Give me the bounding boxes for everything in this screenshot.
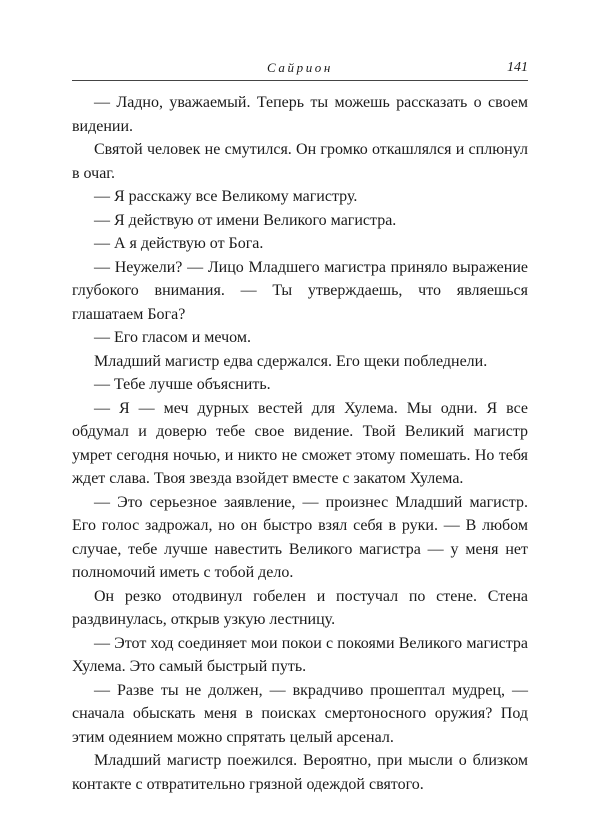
paragraph: — Этот ход соединяет мои покои с покоями Великого магистра Хулема. Это самый быстрый путь. — [72, 634, 528, 675]
body-text — [72, 91, 528, 796]
header-rule — [72, 80, 528, 81]
paragraph: Он резко отодвинул гобелен и постучал по стене. Стена раздвинулась, открыв узкую лестницу. — [72, 587, 528, 628]
paragraph: Младший магистр поежился. Вероятно, при мысли о близком контакте с отвратительно грязной одеждой святого. — [72, 752, 528, 793]
paragraph: — А я действую от Бога. — [94, 235, 264, 252]
paragraph: — Я действую от имени Великого магистра. — [94, 211, 397, 229]
page-number: 141 — [507, 60, 528, 75]
running-head-title: Сайрион — [267, 60, 333, 75]
paragraph: — Неужели? — Лицо Младшего магистра приняло выражение глубокого внимания. — Ты утверждаешь, что являешься глашатаем Бога? — [72, 258, 528, 323]
paragraph: Младший магистр едва сдержался. Его щеки побледнели. — [94, 352, 488, 370]
paragraph: — Я — меч дурных вестей для Хулема. Мы одни. Я все обдумал и доверю тебе свое видение. Твой Великий магистр умрет сегодня ночью, и никто не сможет этому помешать. Но тебя ждет слава. Твоя звезда взойдет вместе с закатом Хулема. — [72, 399, 528, 487]
paragraph: — Тебе лучше объяснить. — [94, 376, 271, 393]
paragraph: — Это серьезное заявление, — произнес Младший магистр. Его голос задрожал, но он быстро взял себя в руки. — В любом случае, тебе лучше навестить Великого магистра — у меня нет полномочий иметь с тобой дело. — [72, 493, 528, 581]
paragraph: Святой человек не смутился. Он громко откашлялся и сплюнул в очаг. — [72, 141, 528, 182]
running-head — [72, 58, 528, 80]
paragraph: — Ладно, уважаемый. Теперь ты можешь рассказать о своем видении. — [72, 94, 528, 135]
paragraph: — Его гласом и мечом. — [94, 329, 251, 346]
paragraph: — Разве ты не должен, — вкрадчиво прошептал мудрец, — сначала обыскать меня в поисках смертоносного оружия? Под этим одеянием можно спрятать целый арсенал. — [72, 681, 528, 746]
paragraph: — Я расскажу все Великому магистру. — [94, 188, 358, 205]
